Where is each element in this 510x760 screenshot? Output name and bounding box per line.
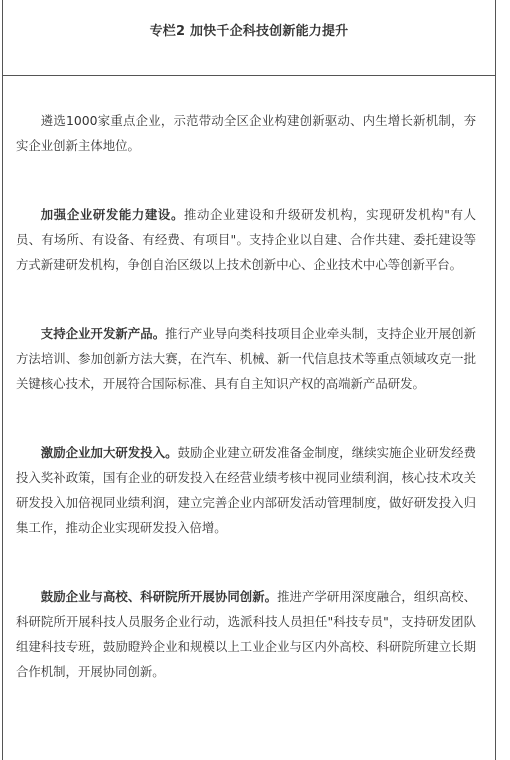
paragraph-intro xyxy=(16,108,476,158)
paragraph-collaboration xyxy=(16,584,476,684)
paragraph-new-products-text: 推行产业导向类科技项目企业牵头制，支持企业开展创新方法培训、参加创新方法大赛，在汽车、机械、新一代信息技术等重点领域攻克一批关键核心技术，开展符合国际标准、具有自主知识产权的高端新产品研发。 xyxy=(16,326,477,391)
paragraph-rd-investment xyxy=(16,440,476,540)
paragraph-new-products xyxy=(16,321,476,396)
paragraph-new-products-lead: 支持企业开发新产品。 xyxy=(40,326,166,341)
paragraph-rd-capacity-lead: 加强企业研发能力建设。 xyxy=(40,207,184,222)
paragraph-collaboration-text: 推进产学研用深度融合，组织高校、科研院所开展科技人员服务企业行动，选派科技人员担任"科技专员"，支持研发团队组建科技专班，鼓励瞪羚企业和规模以上工业企业与区内外高校、科研院所建立长期合作机制，开展协同创新。 xyxy=(16,589,477,679)
paragraph-intro-text: 遴选1000家重点企业，示范带动全区企业构建创新驱动、内生增长新机制，夯实企业创新主体地位。 xyxy=(16,113,476,153)
table-body-cell xyxy=(16,108,476,684)
paragraph-rd-investment-text: 鼓励企业建立研发准备金制度，继续实施企业研发经费投入奖补政策，国有企业的研发投入在经营业绩考核中视同业绩利润，核心技术攻关研发投入加倍视同业绩利润，建立完善企业内部研发活动管理制度，做好研发投入归集工作，推动企业实现研发投入倍增。 xyxy=(16,445,477,535)
paragraph-rd-investment-lead: 激励企业加大研发投入。 xyxy=(40,445,178,460)
column-title: 专栏2 加快千企科技创新能力提升 xyxy=(149,24,349,39)
paragraph-collaboration-lead: 鼓励企业与高校、科研院所开展协同创新。 xyxy=(40,589,278,604)
table-header-cell xyxy=(3,0,495,76)
paragraph-rd-capacity xyxy=(16,202,476,277)
paragraph-rd-capacity-text: 推动企业建设和升级研发机构，实现研发机构"有人员、有场所、有设备、有经费、有项目"。支持企业以自建、合作共建、委托建设等方式新建研发机构，争创自治区级以上技术创新中心、企业技术中心等创新平台。 xyxy=(16,207,477,272)
